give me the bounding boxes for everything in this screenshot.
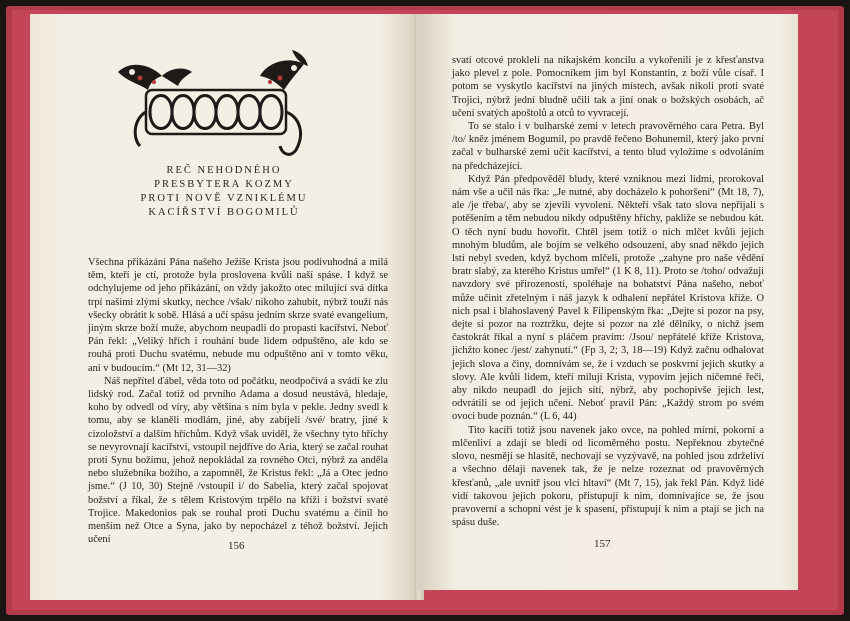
chapter-heading bbox=[30, 164, 418, 220]
right-body-text bbox=[452, 54, 764, 529]
heading-line: PROTI NOVĚ VZNIKLÉMU bbox=[140, 193, 308, 204]
paragraph: Všechna přikázání Pána našeho Ježíše Krista jsou podivuhodná a milá těm, kteří je ctí, protože byla proslovena kvůli naší spáse. I když se odchylujeme od jeho přikázání, on vždy jakožto otec milující svá dítka trpí našimi zlými skutky, nechce /však/ nikoho zahubit, nýbrž touží nás všecky obrátit k sobě. Hlásá a učí spásu jedním skrze svaté evangelium, jiným skrze boží muže, abychom neupadli do propasti kacířství. Neboť Pán řekl: „Veliký hřích i rouhání bude lidem odpuštěno, ale kdo se rouhá proti Duchu svatému, nebude mu odpuštěno ani v tomto věku, ani v budoucím.“ (Mt 12, 31—32) bbox=[88, 257, 388, 374]
left-page bbox=[30, 14, 418, 600]
left-body-text bbox=[88, 256, 388, 546]
celtic-knot-ornament bbox=[110, 42, 320, 160]
heading-line: REČ NEHODNÉHO bbox=[166, 165, 282, 176]
paragraph: svatí otcové proklelí na nikajském koncilu a vykořenili je z křesťanstva jako plevel z pole. Pomocníkem jim byl Konstantin, z boží vůle císař. I potom se vyskytlo kacířství na jiných místech, avšak nikoli proti svaté Trojici, nýbrž jední bludně učili tak a jiní onak o božských osobách, ač učení svatých apoštolů a otců to vyvracejí. bbox=[452, 55, 764, 119]
heading-line: PRESBYTERA KOZMY bbox=[154, 179, 294, 190]
paragraph: Když Pán předpověděl bludy, které vzniknou mezi lidmi, prorokoval nám vše a učil nás řka: „Je nutné, aby docházelo k pohoršení“ (Mt 18, 7), ale /je třeba/, aby se zjevili vyvolení. Někteří však tato slova nepřijali s potěšením a těm nebudou nikdy odpuštěny hříchy, pakliže se nebudou kát. O těch nyní budu hovořit. Chtěl jsem totiž o nich mlčet kvůli jejich mnohým bludům, ale bojím se velkého odsouzení, aby snad někdo jejich lstí nebyl sveden, když bychom mlčeli, protože „zahyne pro naše vědění bratr slabý, za kterého Kristus umřel“ (1 K 8, 11). Proto se /toho/ odvažuji navzdory své přirozenosti, spoléhaje na bohatství Pána našeho, neboť může učinit zřetelným i náš jazyk k odhalení nepřátel Kristova kříže. O nich psal i blahoslavený Pavel k Filipenským řka: „Dejte si pozor na psy, dejte si pozor na roztržku, dejte si pozor na zlé dělníky, o nichž jsem častokrát říkal a nyní s pláčem pravím: /Jsou/ nepřátelé kříže Kristova, jichžto konec /jest/ zahynutí.“ (Fp 3, 2; 3, 18—19) Když začnu odhalovat jejich slova a činy, domnívám se, že i vzduch se poskvrní jejich skutky a slovy. Ale kvůli lidem, kteří milují Krista, vypovím jejich ničemné řeči, aby nikdo neupadl do jejich sítí, nýbrž, aby pochopivše jejich lest, odvrátili se od jejich učení. Neboť pravil Pán: „Každý strom po svém ovoci bude poznán.“ (L 6, 44) bbox=[452, 173, 764, 423]
paragraph: Náš nepřítel ďábel, věda toto od počátku, neodpočívá a svádí ke zlu lidský rod. Začal totiž od prvního Adama a dosud neustává, hledaje, koho by odvedl od víry, aby většina s ním byla v pekle. Jedny svedl k tomu, aby se klaněli modlám, jiné, aby zabíjeli /své/ bratry, jiné k cizoložství a dalším hříchům. Když však uviděl, že všechny tyto hříchy se nevyrovnají kacířství, vstoupil nejdříve do Aria, který se začal rouhat proti Synu božímu, jehož nepokládal za rovného Otci, nýbrž za anděla nebo služebníka božího, a zapomněl, že Kristus řekl: „Já a Otec jedno jsme.“ (J 10, 30) Stejně /vstoupil i/ do Sabelia, který začal spojovat božství a říkal, že s tělem Kristovým trpělo na kříži i božství svaté Trojice. Makedonios pak se rouhal proti Duchu svatému a činil ho menším než Otce a Syna, jako by nepocházel z téhož božství. Jejich učení bbox=[88, 375, 388, 546]
paragraph: Tito kacíři totiž jsou navenek jako ovce, na pohled mírní, pokorní a mlčenliví a zdají se bledí od licoměrného postu. Nepřeknou zbytečné slovo, nesmějí se hlasitě, nechovají se vyzývavě, na pohled jsou zdrželiví a všechno dělají navenek tak, že je nelze rozeznat od pravověrných křesťanů, „ale uvnitř jsou vlci hltaví“ (Mt 7, 15), jak řekl Pán. Když lidé vidí takovou jejich pokoru, přistupují k nim, domnívajíce se, že jsou pravoverní a schopni vést je k spasení, přistupují k nim a ptají se jich na spásu duše. bbox=[452, 424, 764, 529]
page-number-right: 157 bbox=[594, 538, 611, 550]
paragraph: To se stalo i v bulharské zemi v letech pravověrného cara Petra. Byl /to/ kněz jménem Bogumil, po pravdě řečeno Bohunemil, který jako první začal v bulharské zemi učit kacířství, a tento blud vyložíme s odvoláním na předcházející. bbox=[452, 121, 764, 172]
right-page bbox=[418, 14, 798, 590]
page-number-left: 156 bbox=[228, 540, 245, 552]
heading-line: KACÍŘSTVÍ BOGOMILŮ bbox=[148, 207, 300, 218]
